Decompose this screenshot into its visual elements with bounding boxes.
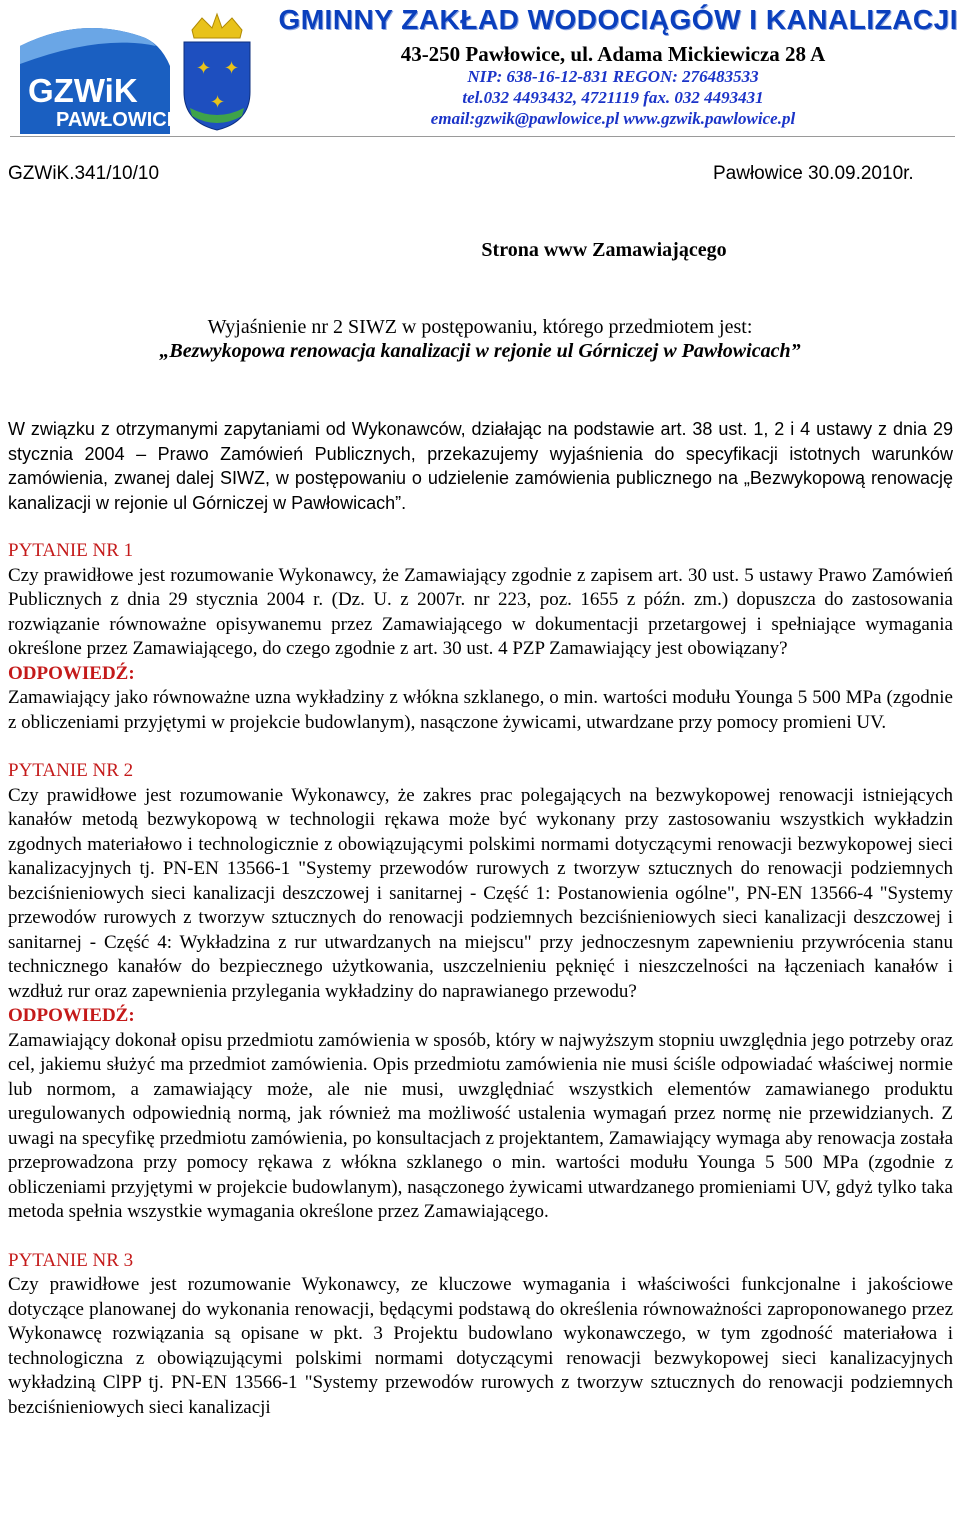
question-3-text: Czy prawidłowe jest rozumowanie Wykonawcy, ze kluczowe wymagania i właściwości funkcjonalne i jakościowe dotyczące planowanej do wykonania renowacji, będącymi podstawą do określenia równoważności zaproponowanego przez Wykonawcę rozwiązania są opisane w pkt. 3 Projektu budowlano wykonawczego, w tym zgodność materiałowa i technologiczna z obowiązującymi polskimi normami dotyczącymi renowacji bezwykopowej sieci kanalizacyjnych wykładziną ClPP tj. PN-EN 13566-1 "Systemy przewodów rurowych z tworzyw sztucznych do renowacji podziemnych bezciśnieniowych sieci kanalizacji [8,1274,953,1418]
question-1-heading: PYTANIE NR 1 [8,540,134,561]
answer-1-label: ODPOWIEDŹ: [8,662,135,684]
company-name: GMINNY ZAKŁAD WODOCIĄGÓW I KANALIZACJI [278,4,958,35]
company-address: 43-250 Pawłowice, ul. Adama Mickiewicza 28 A [400,42,826,66]
svg-text:✦: ✦ [224,58,240,79]
document-reference-number: GZWiK.341/10/10 [8,163,160,184]
gzwik-logo [20,6,265,134]
question-3-heading: PYTANIE NR 3 [8,1249,134,1271]
header-divider [10,136,955,137]
question-2-heading: PYTANIE NR 2 [8,760,134,781]
logo-subtext: PAWŁOWICE [56,109,181,131]
svg-text:✦: ✦ [196,58,212,79]
intro-paragraph: W związku z otrzymanymi zapytaniami od Wykonawców, działając na podstawie art. 38 ust. 1, 2 i 4 ustawy z dnia 29 stycznia 2004 – Prawo Zamówień Publicznych, przekazujemy wyjaśnienia do specyfikacji istotnych warunków zamówienia, zwanej dalej SIWZ, w postępowaniu o udzielenie zamówienia publicznego na „Bezwykopową renowację kanalizacji w rejonie ul Górniczej w Pawłowicach”. [8,419,953,513]
recipient-title: Strona www Zamawiającego [481,239,727,261]
letterhead [0,0,960,140]
company-nip-regon: NIP: 638-16-12-831 REGON: 276483533 [467,67,759,86]
answer-2-text: Zamawiający dokonał opisu przedmiotu zamówienia w sposób, który w najwyższym stopniu uwzględnia jego potrzeby oraz cel, jakiemu służyć ma przedmiot zamówienia. Opis przedmiotu zamówienia nie musi ściśle odpowiadać właściwej normie lub normom, a zamawiający może, ale nie musi, uwzględniać wszystkich elementów zamawianego produktu uregulowanych odpowiednią normą, jak również ma możliwość ustalenia wymagań przez normę nie przewidzianych. Z uwagi na specyfikę przedmiotu zamówienia, po konsultacjach z projektantem, Zamawiający wymaga aby renowacja została przeprowadzona przy pomocy rękawa z włókna szklanego o min. wartości modułu Younga 5 500 MPa (zgodnie z obliczeniami przyjętymi w projekcie budowlanym), nasączonego żywicami utwardzanego promieniami UV, gdyż tylko taka metoda spełnia wszystkie wymagania określone przez Zamawiającego. [8,1029,953,1222]
document-date: Pawłowice 30.09.2010r. [713,163,914,184]
project-title: „Bezwykopowa renowacja kanalizacji w rejonie ul Górniczej w Pawłowicach” [159,340,801,362]
subject-title: Wyjaśnienie nr 2 SIWZ w postępowaniu, którego przedmiotem jest: [207,316,753,338]
svg-text:✦: ✦ [210,92,226,113]
logo-text: GZWiK [28,72,138,109]
answer-1-text: Zamawiający jako równoważne uzna wykładziny z włókna szklanego, o min. wartości modułu Younga 5 500 MPa (zgodnie z obliczeniami przyjętymi w projekcie budowlanym), nasączone żywicami, utwardzane przy pomocy promieni UV. [8,687,953,733]
company-email-www[interactable]: email:gzwik@pawlowice.pl www.gzwik.pawlowice.pl [430,109,796,128]
logo-graphic [20,6,265,134]
question-2-text: Czy prawidłowe jest rozumowanie Wykonawcy, że zakres prac polegających na bezwykopowej renowacji istniejących kanałów metodą bezwykopową w technologii rękawa może być wykonany przy zastosowaniu wszystkich wykładzin zgodnych materiałowo i technologicznie z obowiązującymi polskimi normami dotyczącymi renowacji bezwykopowej sieci kanalizacyjnych tj. PN-EN 13566-1 "Systemy przewodów rurowych z tworzyw sztucznych do renowacji podziemnych bezciśnieniowych sieci kanalizacji deszczowej i sanitarnej - Część 1: Postanowienia ogólne", PN-EN 13566-4 "Systemy przewodów rurowych z tworzyw sztucznych do renowacji podziemnych bezciśnieniowych sieci kanalizacji deszczowej i sanitarnej - Część 4: Wykładzina z rur utwardzanych na miejscu" przy jednoczesnym zapewnieniu przywrócenia stanu technicznego kanałów do bezpiecznego użytkowania, uszczelnieniu pęknięć i nieszczelności na łączeniach kanałów i wzdłuż rur oraz zapewnienia przylegania wykładziny do naprawianego przewodu? [8,784,953,1002]
question-1-text: Czy prawidłowe jest rozumowanie Wykonawcy, że Zamawiający zgodnie z zapisem art. 30 ust. 5 ustawy Prawo Zamówień Publicznych z dnia 29 stycznia 2004 r. (Dz. U. z 2007r. nr 223, poz. 1655 z późn. zm.) dopuszcza do zastosowania rozwiązanie równoważne opisywanemu przez Zamawiającego w dokumentacji przetargowej i spełniające wymagania określone przez Zamawiającego, do czego zgodnie z art. 30 ust. 4 PZP Zamawiający jest obowiązany? [8,564,953,659]
answer-2-label: ODPOWIEDŹ: [8,1005,135,1026]
document-body [8,417,953,1420]
company-phones: tel.032 4493432, 4721119 fax. 032 4493431 [462,88,764,107]
